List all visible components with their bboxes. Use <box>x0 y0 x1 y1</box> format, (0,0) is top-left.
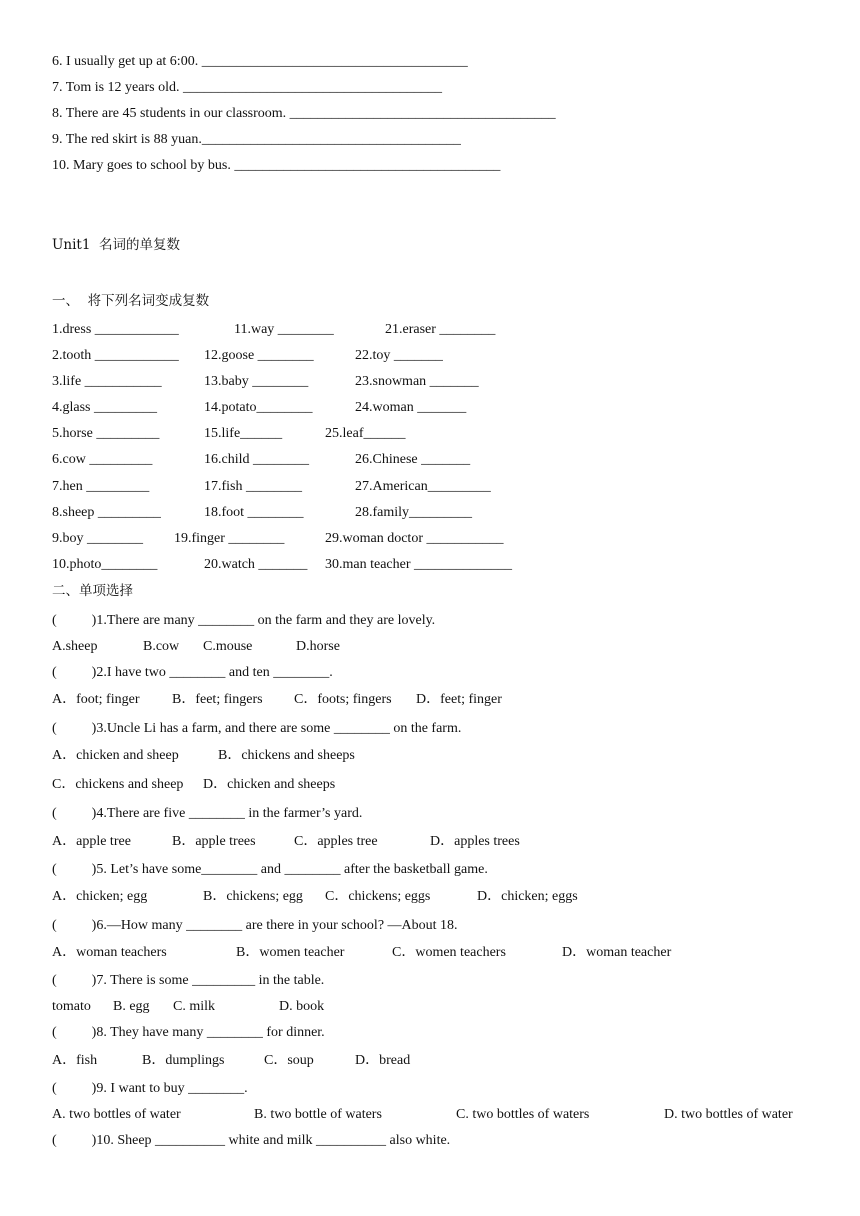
mc-question: ( )4.There are five ________ in the farmer’s yard. <box>52 806 363 821</box>
mc-option: A．chicken and sheep <box>52 748 179 763</box>
question-line: 8. There are 45 students in our classroom. ______________________________________ <box>52 106 556 121</box>
mc-option: B. egg <box>113 999 150 1014</box>
mc-option: C．foots; fingers <box>294 692 392 707</box>
mc-option: B．chickens and sheeps <box>218 748 355 763</box>
mc-option: C．chickens and sheep <box>52 777 184 792</box>
plural-item: 4.glass _________ <box>52 400 157 415</box>
plural-item: 24.woman _______ <box>355 400 467 415</box>
mc-option: D. book <box>279 999 325 1014</box>
plural-item: 6.cow _________ <box>52 452 153 467</box>
mc-option: A．chicken; egg <box>52 889 148 904</box>
mc-option: C. two bottles of waters <box>456 1107 590 1122</box>
plural-item: 5.horse _________ <box>52 426 160 441</box>
plural-item: 13.baby ________ <box>204 374 309 389</box>
plural-item: 22.toy _______ <box>355 348 443 363</box>
mc-option: tomato <box>52 999 91 1014</box>
mc-option: D．bread <box>355 1053 411 1068</box>
plural-item: 1.dress ____________ <box>52 322 179 337</box>
plural-item: 19.finger ________ <box>174 531 285 546</box>
mc-option: B. two bottle of waters <box>254 1107 382 1122</box>
mc-option: C．soup <box>264 1053 314 1068</box>
mc-question: ( )7. There is some _________ in the table. <box>52 973 325 988</box>
question-line: 10. Mary goes to school by bus. ______________________________________ <box>52 158 501 173</box>
unit-title: Unit1 名词的单复数 <box>52 237 180 253</box>
plural-item: 2.tooth ____________ <box>52 348 179 363</box>
mc-option: B．dumplings <box>142 1053 225 1068</box>
mc-question: ( )5. Let’s have some________ and ________ after the basketball game. <box>52 862 488 877</box>
mc-option: D．apples trees <box>430 834 520 849</box>
plural-item: 28.family_________ <box>355 505 473 520</box>
plural-item: 30.man teacher ______________ <box>325 557 513 572</box>
mc-option: A．woman teachers <box>52 945 167 960</box>
plural-item: 26.Chinese _______ <box>355 452 471 467</box>
plural-item: 29.woman doctor ___________ <box>325 531 504 546</box>
mc-question: ( )8. They have many ________ for dinner. <box>52 1025 325 1040</box>
plural-item: 27.American_________ <box>355 479 491 494</box>
plural-item: 20.watch _______ <box>204 557 308 572</box>
mc-option: B．feet; fingers <box>172 692 263 707</box>
mc-option: D．woman teacher <box>562 945 672 960</box>
question-line: 7. Tom is 12 years old. _____________________________________ <box>52 80 442 95</box>
mc-option: B.cow <box>143 639 180 654</box>
mc-option: D. two bottles of water <box>664 1107 793 1122</box>
mc-option: C．women teachers <box>392 945 506 960</box>
mc-option: D．chicken; eggs <box>477 889 578 904</box>
mc-question: ( )2.I have two ________ and ten ________. <box>52 665 333 680</box>
plural-item: 9.boy ________ <box>52 531 143 546</box>
plural-item: 16.child ________ <box>204 452 309 467</box>
section-title: 二、单项选择 <box>52 583 133 599</box>
mc-question: ( )6.—How many ________ are there in your school? —About 18. <box>52 918 458 933</box>
plural-item: 3.life ___________ <box>52 374 162 389</box>
plural-item: 8.sheep _________ <box>52 505 161 520</box>
mc-question: ( )10. Sheep __________ white and milk __________ also white. <box>52 1133 451 1148</box>
plural-item: 25.leaf______ <box>325 426 406 441</box>
plural-item: 17.fish ________ <box>204 479 302 494</box>
mc-option: D．chicken and sheeps <box>203 777 336 792</box>
mc-option: C．apples tree <box>294 834 378 849</box>
mc-option: D.horse <box>296 639 340 654</box>
question-line: 9. The red skirt is 88 yuan._____________________________________ <box>52 132 461 147</box>
mc-option: D．feet; finger <box>416 692 502 707</box>
plural-item: 21.eraser ________ <box>385 322 496 337</box>
mc-option: C．chickens; eggs <box>325 889 431 904</box>
plural-item: 12.goose ________ <box>204 348 314 363</box>
mc-option: B．women teacher <box>236 945 345 960</box>
mc-option: A．apple tree <box>52 834 131 849</box>
plural-item: 11.way ________ <box>234 322 334 337</box>
mc-option: A．foot; finger <box>52 692 140 707</box>
mc-question: ( )9. I want to buy ________. <box>52 1081 248 1096</box>
mc-option: A. two bottles of water <box>52 1107 181 1122</box>
plural-item: 23.snowman _______ <box>355 374 479 389</box>
mc-question: ( )3.Uncle Li has a farm, and there are some ________ on the farm. <box>52 721 462 736</box>
question-line: 6. I usually get up at 6:00. ______________________________________ <box>52 54 468 69</box>
plural-item: 10.photo________ <box>52 557 158 572</box>
section-title: 一、 将下列名词变成复数 <box>52 293 210 309</box>
plural-item: 14.potato________ <box>204 400 313 415</box>
mc-option: A.sheep <box>52 639 98 654</box>
mc-option: B．apple trees <box>172 834 256 849</box>
plural-item: 18.foot ________ <box>204 505 304 520</box>
mc-option: C. milk <box>173 999 216 1014</box>
plural-item: 15.life______ <box>204 426 283 441</box>
mc-option: B．chickens; egg <box>203 889 303 904</box>
plural-item: 7.hen _________ <box>52 479 150 494</box>
mc-question: ( )1.There are many ________ on the farm and they are lovely. <box>52 613 436 628</box>
mc-option: C.mouse <box>203 639 253 654</box>
mc-option: A．fish <box>52 1053 98 1068</box>
